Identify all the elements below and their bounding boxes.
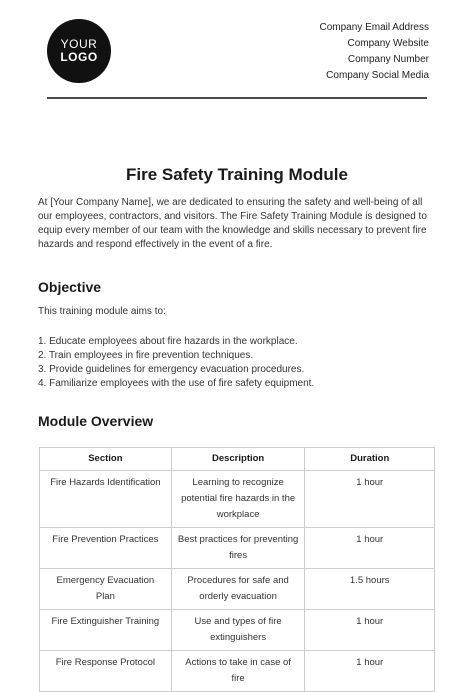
module-overview-heading: Module Overview (38, 413, 154, 429)
table-row (40, 569, 435, 610)
table-cell-description: Best practices for preventing fires (171, 528, 305, 569)
table-row (40, 610, 435, 651)
table-cell-section: Fire Hazards Identification (40, 471, 172, 528)
table-cell-section: Fire Prevention Practices (40, 528, 172, 569)
list-item: 4. Familiarize employees with the use of fire safety equipment. (38, 378, 315, 389)
document-title: Fire Safety Training Module (126, 165, 348, 184)
table-cell-duration: 1 hour (305, 651, 435, 692)
table-cell-section: Fire Response Protocol (40, 651, 172, 692)
list-item: 1. Educate employees about fire hazards in the workplace. (38, 336, 298, 347)
logo-text-bottom: LOGO (60, 50, 98, 64)
table-cell-description: Use and types of fire extinguishers (171, 610, 305, 651)
company-social-media: Company Social Media (326, 70, 429, 81)
table-cell-duration: 1 hour (305, 471, 435, 528)
table-row (40, 471, 435, 528)
header-divider (47, 97, 427, 99)
table-cell-section: Fire Extinguisher Training (40, 610, 172, 651)
column-header-section: Section (40, 448, 172, 471)
list-item: 2. Train employees in fire prevention techniques. (38, 350, 254, 361)
objective-list (38, 335, 314, 391)
table-row (40, 528, 435, 569)
table-header-row (40, 448, 435, 471)
company-logo (47, 19, 111, 83)
table-cell-duration: 1 hour (305, 528, 435, 569)
company-email: Company Email Address (319, 22, 429, 33)
table-cell-description: Actions to take in case of fire (171, 651, 305, 692)
column-header-description: Description (171, 448, 305, 471)
objective-lead: This training module aims to: (38, 306, 166, 317)
company-contact-block (320, 20, 430, 84)
column-header-duration: Duration (305, 448, 435, 471)
table-cell-description: Procedures for safe and orderly evacuation (171, 569, 305, 610)
list-item: 3. Provide guidelines for emergency evacuation procedures. (38, 364, 305, 375)
intro-paragraph: At [Your Company Name], we are dedicated to ensuring the safety and well-being of all our employees, contractors, and visitors. The Fire Safety Training Module is designed to equip every member of our team with the knowledge and skills necessary to prevent fire hazards and respond effectively in the event of a fire. (38, 197, 427, 250)
logo-text-top: YOUR (60, 37, 98, 52)
company-number: Company Number (347, 54, 429, 65)
module-overview-table (39, 447, 435, 692)
table-row (40, 651, 435, 692)
table-cell-section: Emergency Evacuation Plan (40, 569, 172, 610)
table-cell-description: Learning to recognize potential fire hazards in the workplace (171, 471, 305, 528)
company-website: Company Website (347, 38, 429, 49)
objective-heading: Objective (38, 279, 102, 295)
table-cell-duration: 1.5 hours (305, 569, 435, 610)
table-cell-duration: 1 hour (305, 610, 435, 651)
